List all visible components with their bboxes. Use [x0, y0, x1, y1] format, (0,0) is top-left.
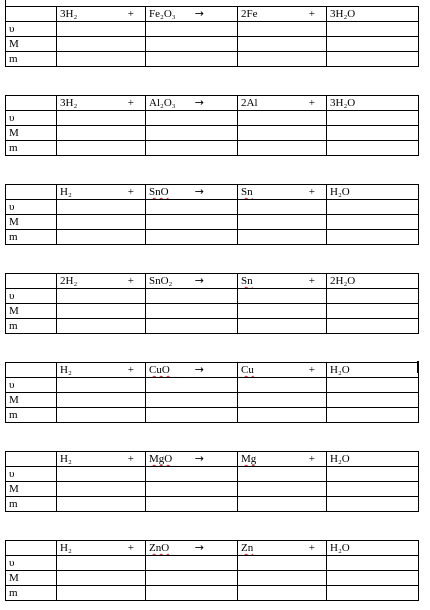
table-cell[interactable] [146, 586, 238, 601]
quantity-row [6, 497, 419, 512]
table-cell[interactable] [327, 230, 419, 245]
corner-cell[interactable] [6, 541, 57, 556]
table-cell[interactable] [327, 304, 419, 319]
table-cell[interactable] [57, 230, 146, 245]
product1: Sn [241, 186, 253, 198]
product2-cell[interactable] [327, 7, 419, 22]
reaction-arrow: → [194, 274, 204, 287]
table-cell[interactable] [327, 571, 419, 586]
reaction-table [5, 540, 419, 601]
table-cell[interactable] [238, 393, 327, 408]
row-label: m [6, 586, 57, 601]
plus-sign: + [308, 186, 315, 198]
row-label: m [6, 408, 57, 423]
quantity-row [6, 482, 419, 497]
product2-cell[interactable] [327, 363, 419, 378]
product1: 2Al [241, 97, 258, 109]
reaction-header-row [6, 452, 419, 467]
plus-sign: + [127, 275, 134, 287]
product2-cell[interactable] [327, 452, 419, 467]
product1: 2Fe [241, 8, 258, 20]
plus-sign: + [308, 275, 315, 287]
table-cell[interactable] [327, 289, 419, 304]
product2-cell[interactable] [327, 185, 419, 200]
reactant2-cell[interactable] [146, 96, 238, 111]
row-label: υ [6, 378, 57, 393]
table-cell[interactable] [238, 215, 327, 230]
reactant1-cell[interactable] [57, 7, 146, 22]
quantity-row [6, 393, 419, 408]
reactant1: H₂ [60, 364, 72, 376]
reactant2-cell[interactable] [146, 7, 238, 22]
product2-cell[interactable] [327, 541, 419, 556]
reactant1: H₂ [60, 542, 72, 554]
table-cell[interactable] [146, 111, 238, 126]
quantity-row [6, 141, 419, 156]
product1-cell[interactable] [238, 452, 327, 467]
reactant1: H₂ [60, 186, 72, 198]
product2: 3H₂O [330, 8, 356, 20]
table-cell[interactable] [327, 126, 419, 141]
table-cell[interactable] [238, 289, 327, 304]
reaction-table [5, 451, 419, 512]
quantity-row [6, 22, 419, 37]
table-cell[interactable] [327, 111, 419, 126]
row-label: M [6, 37, 57, 52]
row-label: m [6, 141, 57, 156]
table-cell[interactable] [146, 126, 238, 141]
quantity-row [6, 586, 419, 601]
plus-sign: + [308, 97, 315, 109]
row-label: υ [6, 556, 57, 571]
table-cell[interactable] [57, 37, 146, 52]
quantity-row [6, 571, 419, 586]
table-cell[interactable] [238, 482, 327, 497]
table-cell[interactable] [238, 141, 327, 156]
table-cell[interactable] [238, 497, 327, 512]
corner-cell[interactable] [6, 452, 57, 467]
reactant2: SnO₂ [149, 275, 173, 287]
table-cell[interactable] [146, 289, 238, 304]
table-cell[interactable] [146, 556, 238, 571]
table-cell[interactable] [238, 52, 327, 67]
table-cell[interactable] [146, 304, 238, 319]
product2-cell[interactable] [327, 274, 419, 289]
table-cell[interactable] [146, 37, 238, 52]
reaction-arrow: → [194, 96, 204, 109]
reactant1-cell[interactable] [57, 541, 146, 556]
row-label: M [6, 126, 57, 141]
reaction-table [5, 95, 419, 156]
reactant2: ZnO [149, 542, 170, 554]
table-cell[interactable] [146, 393, 238, 408]
table-cell[interactable] [57, 393, 146, 408]
table-cell[interactable] [146, 378, 238, 393]
reactant1: 3H₂ [60, 97, 78, 109]
quantity-row [6, 200, 419, 215]
product1-cell[interactable] [238, 274, 327, 289]
table-cell[interactable] [146, 215, 238, 230]
reactant1-cell[interactable] [57, 363, 146, 378]
row-label: M [6, 393, 57, 408]
text-cursor [417, 361, 419, 373]
table-cell[interactable] [327, 482, 419, 497]
reaction-header-row [6, 7, 419, 22]
product1: Mg [241, 453, 257, 465]
table-cell[interactable] [238, 200, 327, 215]
row-label: M [6, 482, 57, 497]
product1-cell[interactable] [238, 363, 327, 378]
table-cell[interactable] [238, 126, 327, 141]
row-label: υ [6, 22, 57, 37]
table-cell[interactable] [238, 556, 327, 571]
table-cell[interactable] [57, 289, 146, 304]
table-cell[interactable] [57, 497, 146, 512]
table-cell[interactable] [146, 482, 238, 497]
reaction-table [5, 6, 419, 67]
quantity-row [6, 467, 419, 482]
corner-cell[interactable] [6, 7, 57, 22]
table-cell[interactable] [327, 37, 419, 52]
reactant1: 3H₂ [60, 8, 78, 20]
reaction-table [5, 184, 419, 245]
quantity-row [6, 304, 419, 319]
table-cell[interactable] [146, 319, 238, 334]
plus-sign: + [127, 364, 134, 376]
plus-sign: + [308, 453, 315, 465]
table-cell[interactable] [327, 586, 419, 601]
table-cell[interactable] [327, 497, 419, 512]
product1-cell[interactable] [238, 96, 327, 111]
row-label: M [6, 215, 57, 230]
row-label: m [6, 230, 57, 245]
row-label: υ [6, 111, 57, 126]
reactant2-cell[interactable] [146, 363, 238, 378]
corner-cell[interactable] [6, 363, 57, 378]
table-cell[interactable] [57, 482, 146, 497]
product1-cell[interactable] [238, 541, 327, 556]
reactant2: SnO [149, 186, 169, 198]
table-cell[interactable] [146, 141, 238, 156]
reaction-header-row [6, 363, 419, 378]
reaction-header-row [6, 96, 419, 111]
product2: 3H₂O [330, 97, 356, 109]
reaction-arrow: → [194, 541, 204, 554]
product2-cell[interactable] [327, 96, 419, 111]
product2: H₂O [330, 364, 350, 376]
table-cell[interactable] [238, 304, 327, 319]
table-cell[interactable] [327, 408, 419, 423]
quantity-row [6, 378, 419, 393]
quantity-row [6, 289, 419, 304]
table-cell[interactable] [327, 378, 419, 393]
table-cell[interactable] [57, 304, 146, 319]
row-label: M [6, 304, 57, 319]
table-cell[interactable] [238, 467, 327, 482]
row-label: m [6, 52, 57, 67]
corner-cell[interactable] [6, 96, 57, 111]
reaction-header-row [6, 274, 419, 289]
reactant1-cell[interactable] [57, 452, 146, 467]
table-cell[interactable] [146, 571, 238, 586]
table-cell[interactable] [146, 52, 238, 67]
table-cell[interactable] [57, 215, 146, 230]
table-cell[interactable] [57, 467, 146, 482]
table-cell[interactable] [327, 200, 419, 215]
plus-sign: + [127, 453, 134, 465]
reactant2: Fe₂O₃ [149, 8, 176, 20]
table-cell[interactable] [57, 141, 146, 156]
table-cell[interactable] [327, 22, 419, 37]
product2: H₂O [330, 453, 350, 465]
quantity-row [6, 126, 419, 141]
table-cell[interactable] [57, 319, 146, 334]
reactant2: MgO [149, 453, 173, 465]
product2: H₂O [330, 186, 350, 198]
plus-sign: + [308, 364, 315, 376]
table-cell[interactable] [57, 111, 146, 126]
table-cell[interactable] [146, 230, 238, 245]
table-cell[interactable] [238, 230, 327, 245]
table-cell[interactable] [238, 37, 327, 52]
row-label: υ [6, 467, 57, 482]
table-cell[interactable] [57, 126, 146, 141]
reactant1: 2H₂ [60, 275, 78, 287]
table-cell[interactable] [238, 22, 327, 37]
plus-sign: + [308, 542, 315, 554]
reactant1-cell[interactable] [57, 185, 146, 200]
product1: Cu [241, 364, 254, 376]
table-cell[interactable] [57, 586, 146, 601]
row-label: υ [6, 200, 57, 215]
table-cell[interactable] [327, 467, 419, 482]
table-cell[interactable] [146, 408, 238, 423]
quantity-row [6, 408, 419, 423]
quantity-row [6, 556, 419, 571]
table-cell[interactable] [327, 556, 419, 571]
table-cell[interactable] [238, 408, 327, 423]
reactant1-cell[interactable] [57, 274, 146, 289]
table-cell[interactable] [57, 556, 146, 571]
row-label: m [6, 319, 57, 334]
corner-cell[interactable] [6, 274, 57, 289]
reaction-table [5, 273, 419, 334]
table-cell[interactable] [57, 200, 146, 215]
plus-sign: + [127, 186, 134, 198]
table-cell[interactable] [327, 141, 419, 156]
quantity-row [6, 215, 419, 230]
reactant1-cell[interactable] [57, 96, 146, 111]
quantity-row [6, 230, 419, 245]
table-cell[interactable] [57, 408, 146, 423]
reaction-arrow: → [194, 185, 204, 198]
reaction-header-row [6, 185, 419, 200]
plus-sign: + [127, 8, 134, 20]
table-cell[interactable] [327, 319, 419, 334]
plus-sign: + [127, 542, 134, 554]
table-cell[interactable] [146, 467, 238, 482]
quantity-row [6, 319, 419, 334]
table-cell[interactable] [146, 22, 238, 37]
table-cell[interactable] [57, 378, 146, 393]
product1-cell[interactable] [238, 185, 327, 200]
reaction-header-row [6, 541, 419, 556]
table-cell[interactable] [57, 571, 146, 586]
product1: Sn [241, 275, 253, 287]
reactant2-cell[interactable] [146, 541, 238, 556]
quantity-row [6, 111, 419, 126]
reactant2-cell[interactable] [146, 274, 238, 289]
product1-cell[interactable] [238, 7, 327, 22]
reaction-arrow: → [194, 7, 204, 20]
corner-cell[interactable] [6, 185, 57, 200]
reaction-table [5, 362, 419, 423]
reactant2-cell[interactable] [146, 452, 238, 467]
plus-sign: + [127, 97, 134, 109]
product2: H₂O [330, 542, 350, 554]
reactant2: Al₂O₃ [149, 97, 176, 109]
row-label: m [6, 497, 57, 512]
table-cell[interactable] [327, 52, 419, 67]
table-cell[interactable] [238, 111, 327, 126]
quantity-row [6, 52, 419, 67]
reaction-arrow: → [194, 363, 204, 376]
table-cell[interactable] [327, 215, 419, 230]
table-cell[interactable] [57, 52, 146, 67]
table-cell[interactable] [57, 22, 146, 37]
table-cell[interactable] [327, 393, 419, 408]
quantity-row [6, 37, 419, 52]
table-cell[interactable] [238, 319, 327, 334]
row-label: M [6, 571, 57, 586]
table-cell[interactable] [146, 200, 238, 215]
table-cell[interactable] [146, 497, 238, 512]
table-cell[interactable] [238, 378, 327, 393]
reaction-arrow: → [194, 452, 204, 465]
product1: Zn [241, 542, 254, 554]
table-cell[interactable] [238, 586, 327, 601]
plus-sign: + [308, 8, 315, 20]
reactant1: H₂ [60, 453, 72, 465]
product2: 2H₂O [330, 275, 356, 287]
row-label: υ [6, 289, 57, 304]
table-cell[interactable] [238, 571, 327, 586]
reactant2: CuO [149, 364, 170, 376]
reactant2-cell[interactable] [146, 185, 238, 200]
